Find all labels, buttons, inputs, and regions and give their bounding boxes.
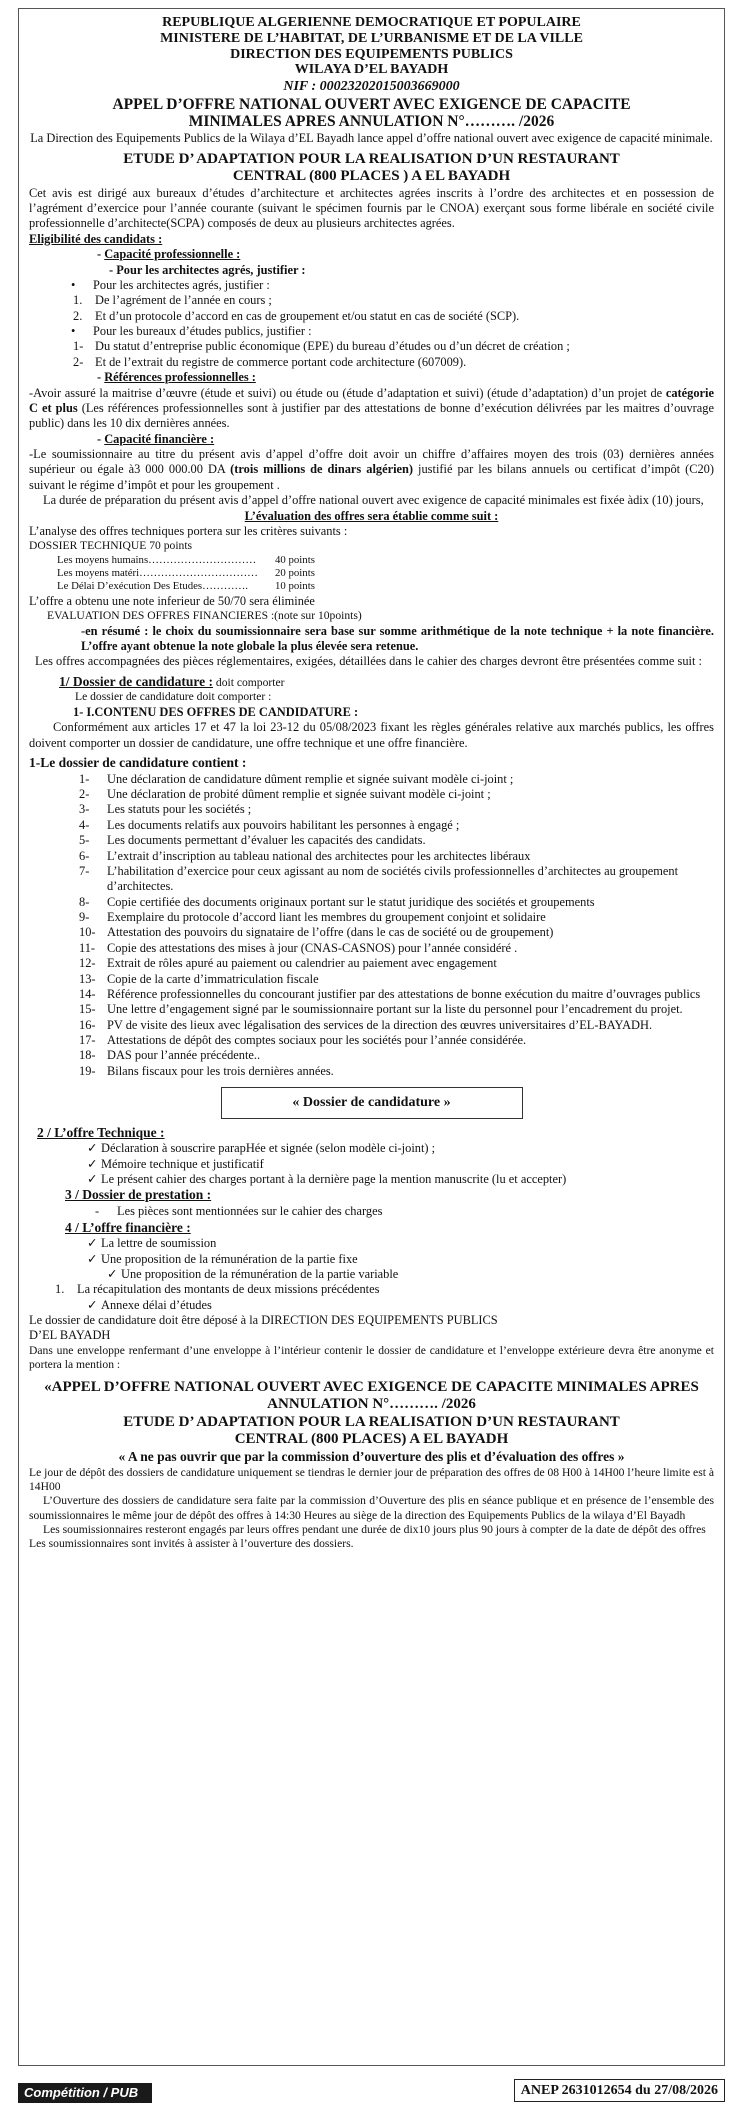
list-item-text: Une déclaration de probité dûment remplie et signée suivant modèle ci-joint ; bbox=[107, 787, 491, 802]
closing-opening: L’Ouverture des dossiers de candidature sera faite par la commission d’Ouverture des plis en séance publique et en présence de l’ensemble des soumissionnaires le même jour de dépôt des offres à 14:30 Heures au siège de la direction des Equipements Publics de la wilaya d’El Bayadh bbox=[29, 1494, 714, 1522]
list-item-text: Copie de la carte d’immatriculation fiscale bbox=[107, 971, 319, 986]
list-item-text: Extrait de rôles apuré au paiement ou calendrier au paiement avec engagement bbox=[107, 956, 497, 971]
archi-item-num: 2. bbox=[73, 308, 83, 323]
mention-line4: CENTRAL (800 PLACES) A EL BAYADH bbox=[234, 1431, 509, 1448]
header-line-ministry: MINISTERE DE L’HABITAT, DE L’URBANISME ET DE LA VILLE bbox=[160, 30, 583, 46]
evaluation-title: L’évaluation des offres sera établie comme suit : bbox=[244, 508, 499, 523]
list-item-text: Les statuts pour les sociétés ; bbox=[107, 802, 252, 817]
content-title: 1-Le dossier de candidature contient : bbox=[29, 754, 247, 770]
list-item: ✓ Une proposition de la rémunération de la partie variable bbox=[107, 1266, 399, 1281]
envelope-text: Dans une enveloppe renfermant d’une enveloppe à l’intérieur contenir le dossier de candidature et l’enveloppe extérieure devra être anonyme et portera la mention : bbox=[29, 1343, 714, 1372]
closing-invitation: Les soumissionnaires sont invités à assister à l’ouverture des dossiers. bbox=[29, 1537, 354, 1551]
list-item-text: Une lettre d’engagement signé par le soumissionnaire portant sur la liste du personnel pour l’encadrement du projet. bbox=[107, 1002, 683, 1017]
category-tag: Compétition / PUB bbox=[18, 2083, 152, 2103]
list-item-number: 16- bbox=[79, 1017, 96, 1032]
header-line-republic: REPUBLIQUE ALGERIENNE DEMOCRATIQUE ET POPULAIRE bbox=[162, 15, 581, 30]
list-item bbox=[29, 1064, 714, 1079]
list-item-text: Référence professionnelles du concourant justifier par des attestations de bonne exécution du maitre d’ouvrages publics bbox=[107, 986, 701, 1001]
list-item bbox=[29, 1002, 714, 1017]
list-item-number: 1- bbox=[79, 771, 90, 786]
anep-reference: ANEP 2631012654 du 27/08/2026 bbox=[514, 2079, 725, 2102]
list-item-text: L’extrait d’inscription au tableau national des architectes pour les architectes libéraux bbox=[107, 848, 531, 863]
list-item bbox=[29, 1048, 714, 1063]
elimination-rule: L’offre a obtenu une note inferieur de 50/70 sera éliminée bbox=[29, 593, 315, 608]
refs-title: Références professionnelles : bbox=[104, 370, 256, 385]
mention-line2: ANNULATION N°………. /2026 bbox=[267, 1396, 476, 1413]
list-item-number: 2- bbox=[79, 787, 90, 802]
bet-item-num: 1- bbox=[73, 339, 84, 354]
dossier-sub: Le dossier de candidature doit comporter : bbox=[75, 690, 272, 704]
dossier-boxed-label: « Dossier de candidature » bbox=[221, 1087, 523, 1118]
list-item-text: Les documents relatifs aux pouvoirs habilitant les personnes à engagé ; bbox=[107, 817, 460, 832]
mention-line5: « A ne pas ouvrir que par la commission d’ouverture des plis et d’évaluation des offres » bbox=[118, 1448, 625, 1464]
prestation-title: 3 / Dossier de prestation : bbox=[65, 1187, 212, 1203]
list-item-number: 10- bbox=[79, 925, 96, 940]
list-item-number: 6- bbox=[79, 848, 90, 863]
evaluation-summary: -en résumé : le choix du soumissionnaire sera base sur somme arithmétique de la note technique + la note financière. L’offre ayant obtenue la note globale la plus élevée sera retenue. bbox=[81, 623, 714, 653]
bet-item-num: 2- bbox=[73, 354, 84, 369]
list-item-text: Copie des attestations des mises à jour (CNAS-CASNOS) pour l’année considéré . bbox=[107, 940, 518, 955]
notice-title-line1: APPEL D’OFFRE NATIONAL OUVERT AVEC EXIGENCE DE CAPACITE bbox=[112, 95, 631, 113]
list-item-text: Exemplaire du protocole d’accord liant les membres du groupement conjoint et solidaire bbox=[107, 910, 546, 925]
closing-deposit-day: Le jour de dépôt des dossiers de candidature uniquement se tiendras le dernier jour de préparation des offres de 08 H00 à 14H00 l’heure limite est à 14H00 bbox=[29, 1465, 714, 1493]
list-item-text: L’habilitation d’exercice pour ceux agissant au nom de sociétés civils professionnelles d’architectes au groupement d’architectes. bbox=[107, 863, 679, 894]
offers-content-heading: 1- I.CONTENU DES OFFRES DE CANDIDATURE : bbox=[73, 704, 359, 719]
list-item: ✓ Déclaration à souscrire parapHée et signée (selon modèle ci-joint) ; bbox=[87, 1141, 436, 1156]
list-item-text: Les documents permettant d’évaluer les capacités des candidats. bbox=[107, 833, 426, 848]
financial-evaluation-label: EVALUATION DES OFFRES FINANCIERES :(note sur 10points) bbox=[47, 609, 362, 623]
list-item-number: 3- bbox=[79, 802, 90, 817]
list-item bbox=[29, 772, 714, 787]
list-item bbox=[29, 833, 714, 848]
list-item-number: 4- bbox=[79, 817, 90, 832]
header-line-direction: DIRECTION DES EQUIPEMENTS PUBLICS bbox=[230, 46, 513, 62]
list-item-number: 5- bbox=[79, 833, 90, 848]
list-item bbox=[29, 956, 714, 971]
archi-item: Et d’un protocole d’accord en cas de groupement et/ou statut en cas de société (SCP). bbox=[95, 308, 520, 323]
list-item bbox=[29, 818, 714, 833]
list-item bbox=[29, 895, 714, 910]
technical-offer-title: 2 / L’offre Technique : bbox=[37, 1124, 165, 1140]
list-item bbox=[29, 1033, 714, 1048]
list-item-text: Copie certifiée des documents originaux portant sur le statut juridique des sociétés et groupements bbox=[107, 894, 595, 909]
list-item-number: 15- bbox=[79, 1002, 96, 1017]
list-item bbox=[29, 849, 714, 864]
list-item-number: 14- bbox=[79, 986, 96, 1001]
list-item-text: PV de visite des lieux avec légalisation des services de la direction des œuvres universitaires d’EL-BAYADH. bbox=[107, 1017, 653, 1032]
list-item: 1. La récapitulation des montants de deux missions précédentes bbox=[55, 1282, 380, 1297]
deposit-line2: D’EL BAYADH bbox=[29, 1328, 111, 1343]
notice-title-line2: MINIMALES APRES ANNULATION N°………. /2026 bbox=[188, 113, 555, 131]
list-item-number: 13- bbox=[79, 971, 96, 986]
list-item bbox=[29, 925, 714, 940]
evaluation-intro: L’analyse des offres techniques portera sur les critères suivants : bbox=[29, 523, 348, 538]
tender-notice: REPUBLIQUE ALGERIENNE DEMOCRATIQUE ET POPULAIRE MINISTERE DE L’HABITAT, DE L’URBANISME ET DE LA VILLE DIRECTION DES EQUIPEMENTS PUBLICS WILAYA D’EL BAYADH NIF : 000232020150036690​00 APPEL D’OFFRE NATIONAL OUVERT AVEC EXIGENCE DE CAPACITE MINIMALES APRES ANNULATION N°………. /2026 La Direction des Equipements Publics de la Wilaya d’EL Bayadh lance appel d’offre national ouvert avec exigence de capacité minimale. ETUDE D’ ADAPTATION POUR LA REALISATION D’UN RESTAURANT CENTRAL (800 PLACES ) A EL BAYADH Cet avis est dirigé aux bureaux d’études d’architecture et architectes agrées inscrits à l’ordre des architectes et en possession de l’agrément d’exercice pour l’année courante (suivant le spécimen fournis par le CNOA) exerçant sous forme libérale en société civile professionnelle d’architecte(SCPA) composés de deux au plusieurs architectes agrées. Eligibilité des candidats : - Capacité professionnelle : - Pour les architectes agrés, justifier : • Pour les architectes agrés, justifier : 1. De l’agrément de l’année en cours ; 2. Et d’un protocole d’accord en cas de groupement et/ou statut en cas de société (SCP). • Pour les bureaux d’études publics, justifier : 1- Du statut d’entreprise public économique (EPE) du bureau d’études ou d’un décret de création ; 2- Et de l’extrait du registre de commerce portant code architecture (607009). - Références professionnelles : -Avoir assuré la maitrise d’œuvre (étude et suivi) ou étude ou (étude d’adaptation et suivi) (étude d’adaptation) d’un projet de catégorie C et plus (Les références professionnelles sont à justifier par des attestations de bonne d’exécution délivrées par les maitres d’ouvrage public) dans les 10 dix dernières années. - Capacité financière : -Le soumissionnaire au titre du présent avis d’appel d’offre doit avoir un chiffre d’affaires moyen des trois (03) dernières années supérieur ou égale à3 000 000.00 DA (trois millions de dinars algérien) justifié par les bilans annuels ou certificat d’impôt (C20) suivant le régime d’impôt et pour les groupement . La durée de préparation du présent avis d’appel d’offre national ouvert avec exigence de capacité minimales est fixée àdix (10) jours, L’évaluation des offres sera établie comme suit : L’analyse des offres techniques portera sur les critères suivants : DOSSIER TECHNIQUE 70 points Les moyens humains………………………… 40 points Les moyens matéri…………………………… 20 points Le Délai D’exécution Des Etudes…………. 10 points L’offre a obtenu une note inferieur de 50/70 sera éliminée EVALUATION DES OFFRES FINANCIERES :(note sur 10points) -en résumé : le choix du soumissionnaire sera base sur somme arithmétique de la note technique + la note financière. L’offre ayant obtenue la note globale la plus élevée sera retenue. Les offres accompagnées des pièces réglementaires, exigées, détaillées dans le cahier des charges devront être présentées comme suit : 1/ Dossier de candidature : doit comporter Le dossier de candidature doit comporter : 1- I.CONTENU DES OFFRES DE CANDIDATURE : Conformément aux articles 17 et 47 la loi 23-12 du 05/08/2023 fixant les règles générales relative aux marchés publics, les offres doivent comporter un dossier de candidature, une offre technique et une offre financière. 1-Le dossier de candidature contient : 1- Une déclaration de candidature dûment remplie et signée suivant modèle ci-joint ; 2- Une déclaration de probité dûment remplie et signée suivant modèle ci-joint ; 3- Les statuts pour les sociétés ; 4- Les documents relatifs aux pouvoirs habilitant les personnes à engagé ; 5- Les documents permettant d’évaluer les capacités des candidats. 6- L’extrait d’inscription au tableau national des architectes pour les architectes libéraux 7- L’habilitation d’exercice pour ceux agissant au nom de sociétés civils professionnelles d’architectes au groupement d’architectes. 8- Copie certifiée des documents originaux portant sur le statut juridique des sociétés et groupements 9- Exemplaire du protocole d’accord liant les membres du groupement conjoint et solidaire 10- Attestation des pouvoirs du signataire de l’offre (dans le cas de société ou de groupement) 11- Copie des attestations des mises à jour (CNAS-CASNOS) pour l’année considéré . 12- Extrait de rôles apuré au paiement ou calendrier au paiement avec engagement 13- Copie de la carte d’immatriculation fiscale 14- Référence professionnelles du concourant justifier par des attestations de bonne exécution du maitre d’ouvrages publics 15- Une lettre d’engagement signé par le soumissionnaire portant sur la liste du personnel pour l’encadrement du projet. 16- PV de visite des lieux avec légalisation des services de la direction des œuvres universitaires d’EL-BAYADH. 17- Attestations de dépôt des comptes sociaux pour les sociétés pour l’année considérée. 18- DAS pour l’année précédente.. 19- Bilans fiscaux pour les trois dernières années. « Dossier de candidature » 2 / L’offre Technique : ✓ Déclaration à souscrire parapHée et signée (selon modèle ci-joint) ; ✓ Mémoire technique et justificatif ✓ Le présent cahier des charges portant à la dernière page la mention manuscrite (lu et accepter) 3 / Dossier de prestation : - Les pièces sont mentionnées sur le cahier des charges 4 / L’offre financière : ✓ La lettre de soumission ✓ Une proposition de la rémunération de la partie fixe ✓ Une proposition de la rémunération de la partie variable 1. La récapitulation des montants de deux missions précédentes ✓ Annexe délai d’études Le dossier de candidature doit être déposé à la DIRECTION DES EQUIPEMENTS PUBLICS D’EL BAYADH Dans une enveloppe renfermant d’une enveloppe à l’intérieur contenir le dossier de candidature et l’enveloppe extérieure devra être anonyme et portera la mention : «APPEL D’OFFRE NATIONAL OUVERT AVEC EXIGENCE DE CAPACITE MINIMALES APRES ANNULATION N°………. /2026 ETUDE D’ ADAPTATION POUR LA REALISATION D’UN RESTAURANT CENTRAL (800 PLACES) A EL BAYADH « A ne pas ouvrir que par la commission d’ouverture des plis et d’évaluation des offres » Le jour de dépôt des dossiers de candidature uniquement se tiendras le dernier jour de préparation des offres de 08 H00 à 14H00 l’heure limite est à 14H00 L’Ouverture des dossiers de candidature sera faite par la commission d’Ouverture des plis en séance publique et en présence de l’ensemble des soumissionnaires le même jour de dépôt des offres à 14:30 Heures au siège de la direction des Equipements Publics de la wilaya d’El Bayadh Les soumissionnaires resteront engagés par leurs offres pendant une durée de dix10 jours plus 90 jours à compter de la date de dépôt des offres Les soumissionnaires sont invités à assister à l’ouverture des dossiers. bbox=[18, 8, 725, 2066]
archi-heading: Pour les architectes agrés, justifier : bbox=[116, 262, 306, 277]
list-item-number: 9- bbox=[79, 910, 90, 925]
mention-line1: «APPEL D’OFFRE NATIONAL OUVERT AVEC EXIGENCE DE CAPACITE MINIMALES APRES bbox=[44, 1378, 699, 1395]
refs-text: -Avoir assuré la maitrise d’œuvre (étude et suivi) ou étude ou (étude d’adaptation et suivi) (étude d’adaptation) d’un projet de catégorie C et plus (Les références professionnelles sont à justifier par des attestations de bonne d’exécution délivrées par les maitres d’ouvrage public) dans les 10 dix dernières années. bbox=[29, 385, 714, 431]
criteria-row: Les moyens humains………………………… 40 points bbox=[57, 553, 315, 566]
deposit-line1: Le dossier de candidature doit être déposé à la DIRECTION DES EQUIPEMENTS PUBLICS bbox=[29, 1313, 498, 1328]
footer bbox=[18, 2077, 725, 2105]
closing-validity: Les soumissionnaires resteront engagés par leurs offres pendant une durée de dix10 jours plus 90 jours à compter de la date de dépôt des offres bbox=[43, 1523, 706, 1537]
fin-capacity-text: -Le soumissionnaire au titre du présent avis d’appel d’offre doit avoir un chiffre d’affaires moyen des trois (03) dernières années supérieur ou égale à3 000 000.00 DA (trois millions de dinars algérien) justifié par les bilans annuels ou certificat d’impôt (C20) suivant le régime d’impôt et pour les groupement . bbox=[29, 447, 714, 492]
header-line-wilaya: WILAYA D’EL BAYADH bbox=[294, 62, 449, 78]
bet-item: Du statut d’entreprise public économique (EPE) du bureau d’études ou d’un décret de création ; bbox=[95, 339, 570, 354]
list-item-number: 11- bbox=[79, 940, 96, 955]
list-item-number: 8- bbox=[79, 894, 90, 909]
nif-number: NIF : 000232020150036690​00 bbox=[283, 79, 460, 95]
fin-capacity-title: Capacité financière : bbox=[104, 431, 215, 446]
list-item-number: 7- bbox=[79, 863, 90, 878]
list-item bbox=[29, 972, 714, 987]
list-item-number: 17- bbox=[79, 1033, 96, 1048]
archi-item: De l’agrément de l’année en cours ; bbox=[95, 293, 272, 308]
criteria-row: Les moyens matéri…………………………… 20 points bbox=[57, 567, 315, 580]
list-item: ✓ Le présent cahier des charges portant à la dernière page la mention manuscrite (lu et accepter) bbox=[87, 1172, 567, 1187]
prestation-text: - Les pièces sont mentionnées sur le cahier des charges bbox=[95, 1204, 383, 1219]
list-item-number: 19- bbox=[79, 1063, 96, 1078]
list-item bbox=[29, 987, 714, 1002]
bet-bullet: Pour les bureaux d’études publics, justifier : bbox=[93, 324, 312, 339]
dossier-heading: 1/ Dossier de candidature : bbox=[59, 673, 214, 689]
bet-item: Et de l’extrait du registre de commerce portant code architecture (607009). bbox=[95, 354, 467, 369]
list-item-number: 12- bbox=[79, 956, 96, 971]
conformity-text: Conformément aux articles 17 et 47 la loi 23-12 du 05/08/2023 fixant les règles générales relative aux marchés publics, les offres doivent comporter un dossier de candidature, une offre technique et une offre financière. bbox=[29, 720, 714, 750]
mention-line3: ETUDE D’ ADAPTATION POUR LA REALISATION D’UN RESTAURANT bbox=[123, 1413, 620, 1430]
list-item-text: Une déclaration de candidature dûment remplie et signée suivant modèle ci-joint ; bbox=[107, 771, 514, 786]
list-item-text: DAS pour l’année précédente.. bbox=[107, 1048, 261, 1063]
archi-item-num: 1. bbox=[73, 293, 83, 308]
accompanied-text: Les offres accompagnées des pièces réglementaires, exigées, détaillées dans le cahier des charges devront être présentées comme suit : bbox=[35, 654, 702, 669]
technical-dossier-label: DOSSIER TECHNIQUE 70 points bbox=[29, 539, 193, 553]
dossier-items-list bbox=[29, 772, 714, 1080]
subject-line2: CENTRAL (800 PLACES ) A EL BAYADH bbox=[232, 168, 511, 185]
dossier-heading-tail: doit comporter bbox=[213, 675, 285, 689]
list-item: ✓ Une proposition de la rémunération de la partie fixe bbox=[87, 1251, 358, 1266]
issuer-header bbox=[29, 15, 714, 96]
criteria-row: Le Délai D’exécution Des Etudes…………. 10 points bbox=[57, 580, 315, 593]
list-item bbox=[29, 787, 714, 802]
list-item: ✓ Mémoire technique et justificatif bbox=[87, 1156, 264, 1171]
list-item bbox=[29, 864, 714, 895]
notice-text: Cet avis est dirigé aux bureaux d’études d’architecture et architectes agrées inscrits à l’ordre des architectes et en possession de l’agrément d’exercice pour l’année courante (suivant le spécimen fournis par le CNOA) exerçant sous forme libérale en société civile professionnelle d’architecte(SCPA) composés de deux au plusieurs architectes agrées. bbox=[29, 185, 714, 231]
subject-line1: ETUDE D’ ADAPTATION POUR LA REALISATION D’UN RESTAURANT bbox=[123, 150, 620, 167]
list-item-text: Attestation des pouvoirs du signataire de l’offre (dans le cas de société ou de groupement) bbox=[107, 925, 554, 940]
financial-offer-title: 4 / L’offre financière : bbox=[65, 1219, 191, 1235]
list-item bbox=[29, 941, 714, 956]
archi-bullet: Pour les architectes agrés, justifier : bbox=[93, 277, 270, 292]
duration-text: La durée de préparation du présent avis d’appel d’offre national ouvert avec exigence de capacité minimales est fixée àdix (10) jours, bbox=[43, 493, 704, 508]
list-item bbox=[29, 1018, 714, 1033]
eligibility-title: Eligibilité des candidats : bbox=[29, 231, 163, 246]
list-item-text: Bilans fiscaux pour les trois dernières années. bbox=[107, 1063, 334, 1078]
list-item bbox=[29, 802, 714, 817]
list-item bbox=[29, 910, 714, 925]
list-item: ✓ Annexe délai d’études bbox=[87, 1297, 212, 1312]
list-item-number: 18- bbox=[79, 1048, 96, 1063]
intro-text: La Direction des Equipements Publics de la Wilaya d’EL Bayadh lance appel d’offre national ouvert avec exigence de capacité minimale. bbox=[30, 131, 713, 146]
prof-capacity-title: Capacité professionnelle : bbox=[104, 247, 241, 262]
list-item: ✓ La lettre de soumission bbox=[87, 1236, 217, 1251]
list-item-text: Attestations de dépôt des comptes sociaux pour les sociétés pour l’année considérée. bbox=[107, 1033, 527, 1048]
